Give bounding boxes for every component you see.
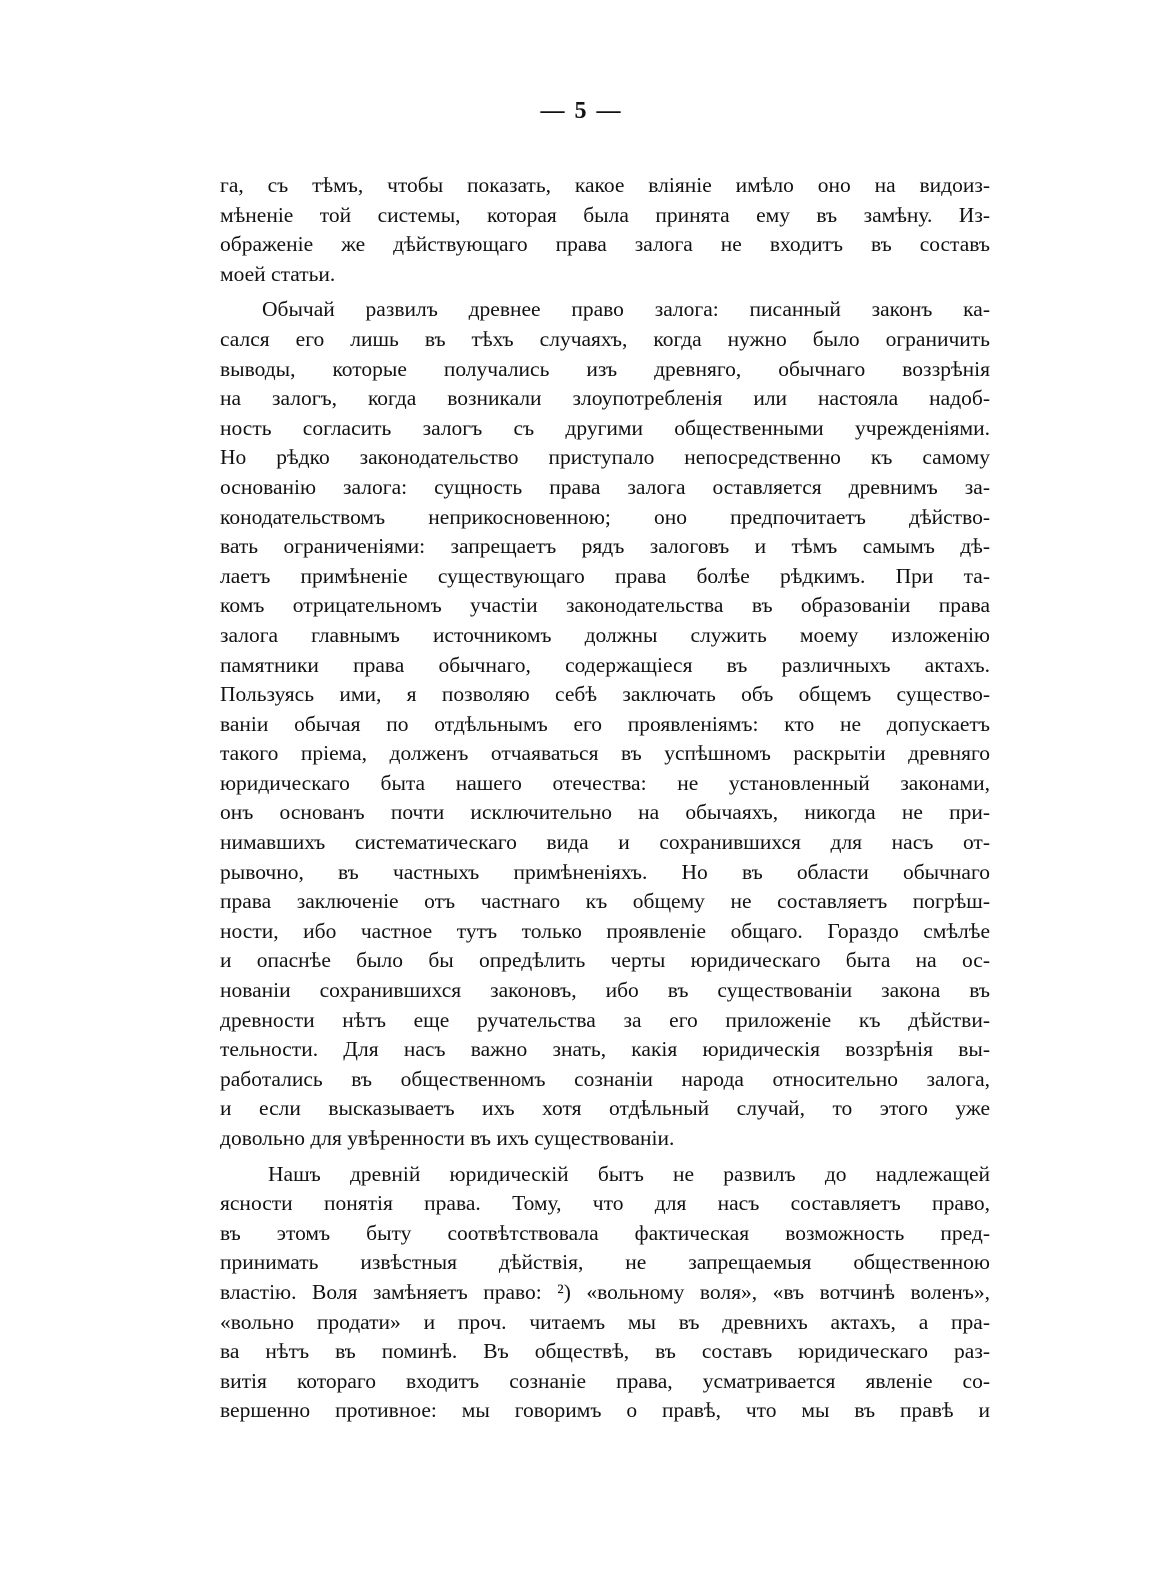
text-line: и если высказываетъ ихъ хотя отдѣльный случай, то этого уже (220, 1096, 990, 1121)
text-line: нованіи сохранившихся законовъ, ибо въ существованіи закона въ (220, 978, 990, 1003)
text-line: тельности. Для насъ важно знать, какія юридическія воззрѣнія вы- (220, 1037, 990, 1062)
text-line: конодательствомъ неприкосновенною; оно предпочитаетъ дѣйство- (220, 504, 990, 529)
text-line: ности, ибо частное тутъ только проявленіе общаго. Гораздо смѣлѣе (220, 918, 990, 943)
text-line: вать ограниченіями: запрещаетъ рядъ залоговъ и тѣмъ самымъ дѣ- (220, 534, 990, 559)
text-line: лаетъ примѣненіе существующаго права болѣе рѣдкимъ. При та- (220, 563, 990, 588)
text-line: работались въ общественномъ сознаніи народа относительно залога, (220, 1066, 990, 1091)
text-line: такого пріема, долженъ отчаяваться въ успѣшномъ раскрытіи древняго (220, 741, 990, 766)
text-line: властію. Воля замѣняетъ право: ²) «вольному воля», «въ вотчинѣ воленъ», (220, 1279, 990, 1304)
text-line: мѣненіе той системы, которая была принята ему въ замѣну. Из- (220, 202, 990, 227)
text-line: нимавшихъ систематическаго вида и сохранившихся для насъ от- (220, 830, 990, 855)
text-line: вершенно противное: мы говоримъ о правѣ, что мы въ правѣ и (220, 1398, 990, 1423)
text-line: основанію залога: сущность права залога оставляется древнимъ за- (220, 474, 990, 499)
text-line: моей статьи. (220, 261, 336, 286)
text-line: ность согласить залогъ съ другими общественными учрежденіями. (220, 415, 990, 440)
text-line: сался его лишь въ тѣхъ случаяхъ, когда нужно было ограничить (220, 326, 990, 351)
text-line: ваніи обычая по отдѣльнымъ его проявленіямъ: кто не допускаетъ (220, 711, 990, 736)
text-line: онъ основанъ почти исключительно на обычаяхъ, никогда не при- (220, 800, 990, 825)
text-line: комъ отрицательномъ участіи законодательства въ образованіи права (220, 593, 990, 618)
text-line: древности нѣтъ еще ручательства за его приложеніе къ дѣйстви- (220, 1007, 990, 1032)
body-text (220, 171, 990, 1426)
text-line: довольно для увѣренности въ ихъ существованіи. (220, 1126, 675, 1150)
text-line: рывочно, въ частныхъ примѣненіяхъ. Но въ области обычнаго (220, 859, 990, 884)
text-line: ва нѣтъ въ поминѣ. Въ обществѣ, въ составъ юридическаго раз- (220, 1339, 990, 1364)
text-line: принимать извѣстныя дѣйствія, не запрещаемыя общественною (220, 1250, 990, 1275)
text-line: памятники права обычнаго, содержащіеся въ различныхъ актахъ. (220, 652, 990, 677)
text-line: витія котораго входитъ сознаніе права, усматривается явленіе со- (220, 1368, 990, 1393)
text-line: юридическаго быта нашего отечества: не установленный законами, (220, 770, 990, 795)
text-line: «вольно продати» и проч. читаемъ мы въ древнихъ актахъ, а пра- (220, 1309, 990, 1334)
text-line: Обычай развилъ древнее право залога: писанный законъ ка- (262, 297, 990, 322)
page-number: — 5 — (540, 98, 623, 124)
text-line: га, съ тѣмъ, чтобы показать, какое вліяніе имѣло оно на видоиз- (220, 173, 990, 197)
text-line: и опаснѣе было бы опредѣлить черты юридическаго быта на ос- (220, 948, 990, 973)
text-line: ясности понятія права. Тому, что для насъ составляетъ право, (220, 1191, 990, 1216)
text-line: Нашъ древній юридическій бытъ не развилъ до надлежащей (268, 1161, 990, 1186)
text-line: на залогъ, когда возникали злоупотребленія или настояла надоб- (220, 386, 990, 411)
text-line: залога главнымъ источникомъ должны служить моему изложенію (220, 622, 990, 647)
text-line: Пользуясь ими, я позволяю себѣ заключать объ общемъ существо- (220, 682, 990, 707)
text-line: ображеніе же дѣйствующаго права залога не входитъ въ составъ (220, 232, 990, 257)
text-line: выводы, которые получались изъ древняго, обычнаго воззрѣнія (220, 356, 990, 381)
text-line: Но рѣдко законодательство приступало непосредственно къ самому (220, 445, 990, 470)
text-line: въ этомъ быту соотвѣтствовала фактическая возможность пред- (220, 1220, 990, 1245)
text-line: права заключеніе отъ частнаго къ общему не составляетъ погрѣш- (220, 889, 990, 914)
